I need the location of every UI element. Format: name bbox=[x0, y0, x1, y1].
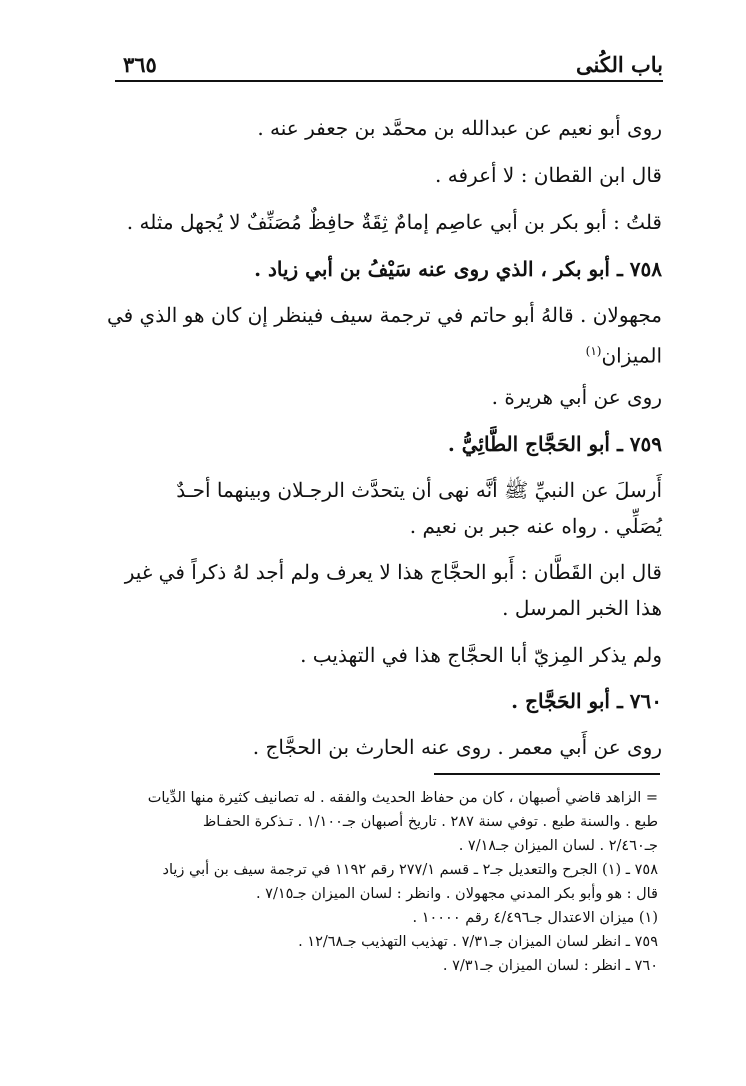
page-number: ٣٦٥ bbox=[123, 52, 157, 77]
footnote-line: قال : هو وأبو بكر المدني مجهولان . وانظر : لسان الميزان جـ٧/١٥ . bbox=[255, 886, 658, 902]
text-line: روى أبو نعيم عن عبدالله بن محمَّد بن جعفر عنه . bbox=[257, 116, 662, 140]
text-line bbox=[110, 333, 662, 374]
footnote-line: ٧٦٠ ـ انظر : لسان الميزان جـ٧/٣١ . bbox=[442, 958, 658, 974]
text-line: هذا الخبر المرسل . bbox=[502, 596, 662, 620]
text-line: قال ابن القَطَّان : أَبو الحجَّاج هذا لا يعرف ولم أجد لهُ ذكراً في غير bbox=[124, 560, 662, 584]
chapter-title: باب الكُنى bbox=[576, 52, 663, 77]
text-line: روى عن أبي هريرة . bbox=[491, 385, 662, 409]
footnote-line: ٧٥٨ ـ (١) الجرح والتعديل جـ٢ ـ قسم ٢٧٧/١ رقم ١١٩٢ في ترجمة سيف بن أبي زياد bbox=[162, 862, 658, 878]
text-line: روى عن أَبي معمر . روى عنه الحارث بن الحجَّاج . bbox=[252, 735, 662, 759]
text-line: قلتُ : أبو بكر بن أبي عاصِم إمامٌ ثِقَةٌ حافِظٌ مُصَنِّفٌ لا يُجهل مثله . bbox=[126, 210, 662, 234]
text-line: قال ابن القطان : لا أعرفه . bbox=[435, 163, 662, 187]
footnote-line: = الزاهد قاضي أصبهان ، كان من حفاظ الحديث والفقه . له تصانيف كثيرة منها الدِّيات bbox=[147, 790, 658, 806]
footnote-line: جـ٢/٤٦٠ . لسان الميزان جـ٧/١٨ . bbox=[458, 838, 658, 854]
footnote-line: طبع . والسنة طبع . توفي سنة ٢٨٧ . تاريخ أصبهان جـ١/١٠٠ . تـذكرة الحفـاظ bbox=[202, 814, 658, 830]
footnote-marker: (١) bbox=[585, 344, 602, 358]
text-line: ولم يذكر المِزيّ أبا الحجَّاج هذا في التهذيب . bbox=[300, 643, 662, 667]
text-line-content: الميزان bbox=[601, 343, 662, 368]
header-rule bbox=[115, 80, 663, 82]
text-line: مجهولان . قالهُ أبو حاتم في ترجمة سيف فينظر إن كان هو الذي في bbox=[106, 303, 662, 327]
footnote-line: ٧٥٩ ـ انظر لسان الميزان جـ٧/٣١ . تهذيب التهذيب جـ١٢/٦٨ . bbox=[298, 934, 658, 950]
entry-heading-758: ٧٥٨ ـ أبو بكر ، الذي روى عنه سَيْفُ بن أبي زياد . bbox=[254, 257, 662, 281]
text-line: يُصَلِّي . رواه عنه جبر بن نعيم . bbox=[409, 514, 662, 538]
entry-heading-759: ٧٥٩ ـ أبو الحَجَّاج الطَّائِيُّ . bbox=[447, 432, 662, 456]
running-header bbox=[115, 48, 663, 80]
text-line: أَرسلَ عن النبيِّ ﷺ أنَّه نهى أن يتحدَّث الرجـلان وبينهما أحـدٌ bbox=[176, 478, 662, 502]
entry-heading-760: ٧٦٠ ـ أبو الحَجَّاج . bbox=[511, 689, 662, 713]
footnote-line: (١) ميزان الاعتدال جـ٤/٤٩٦ رقم ١٠٠٠٠ . bbox=[412, 910, 658, 926]
footnote-separator bbox=[434, 773, 660, 775]
